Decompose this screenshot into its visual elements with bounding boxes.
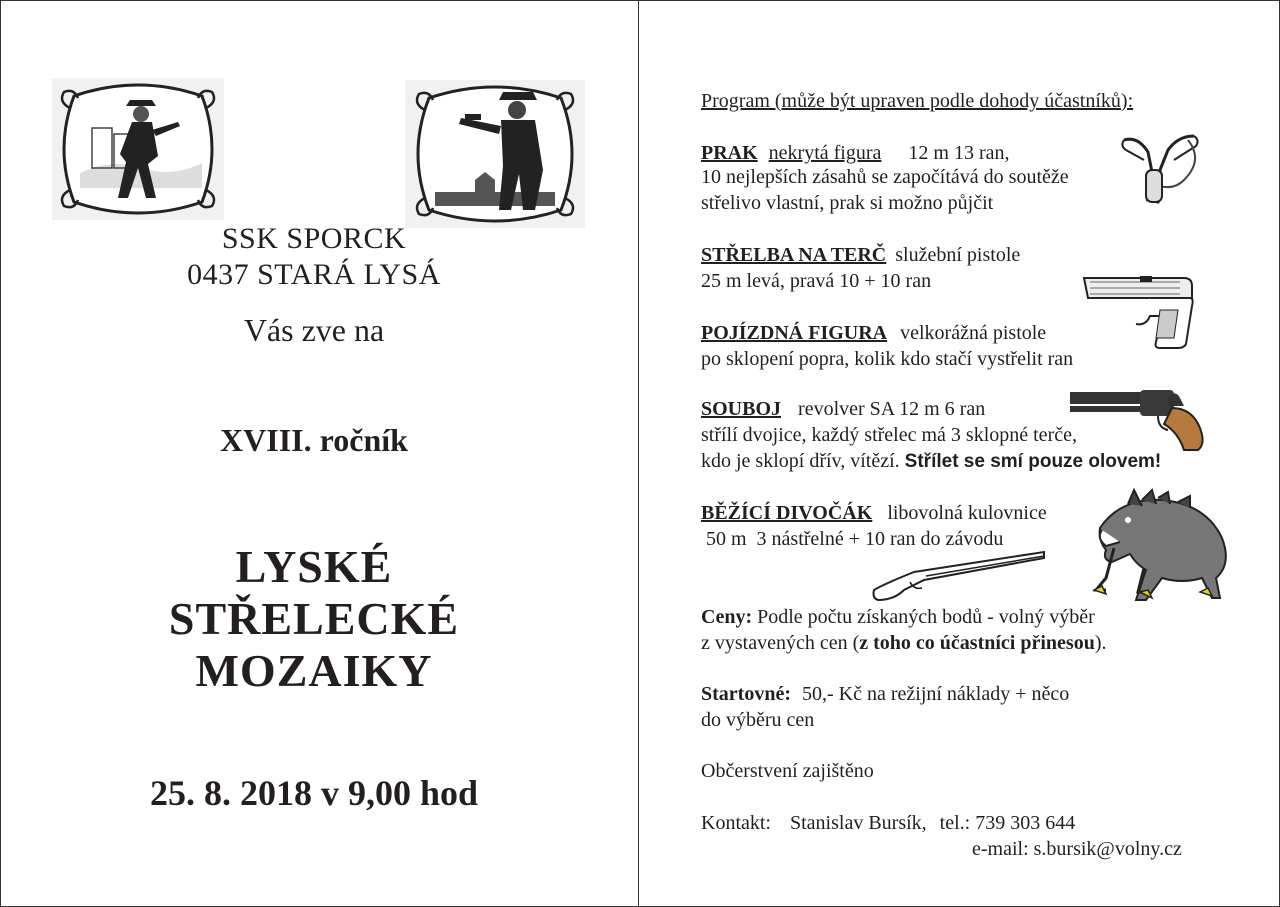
cowboy-badge-left (52, 78, 224, 220)
slingshot-icon (1118, 126, 1204, 208)
edition-text: XVIII. ročník (220, 422, 408, 458)
boar-icon (1088, 488, 1238, 606)
ceny-text-2b: z toho co účastníci přinesou (859, 632, 1095, 654)
divocak-line-2: 50 m 3 nástřelné + 10 ran do závodu (701, 528, 1004, 550)
cowboy-badge-right (405, 80, 585, 228)
ceny-text-1: Podle počtu získaných bodů - volný výběr (757, 606, 1095, 628)
kontakt-phone: tel.: 739 303 644 (939, 812, 1076, 834)
divocak-line-1 (701, 502, 1047, 525)
ceny-line-1 (701, 606, 1095, 629)
prak-line-2: 10 nejlepších zásahů se započítává do soutěže (701, 166, 1069, 188)
title-line-1: LYSKÉ (235, 541, 393, 592)
pistol-icon (1080, 268, 1200, 350)
fold-line (638, 0, 639, 907)
prak-detail: nekrytá figura (768, 142, 882, 164)
startovne-line-1 (701, 683, 1069, 706)
prak-name: PRAK (701, 142, 758, 164)
pojizdna-name: POJÍZDNÁ FIGURA (701, 322, 888, 344)
program-heading: Program (může být upraven podle dohody účastníků): (701, 90, 1134, 112)
kontakt-line-1 (701, 812, 1075, 835)
obcerstveni-text: Občerstvení zajištěno (701, 760, 874, 782)
ceny-text-2c: ). (1094, 632, 1107, 654)
title-line-3: MOZAIKY (195, 645, 433, 696)
souboj-line-3 (701, 450, 1161, 473)
invite-text: Vás zve na (243, 312, 385, 348)
souboj-warning: Střílet se smí pouze olovem! (904, 451, 1162, 472)
strelba-name: STŘELBA NA TERČ (701, 244, 887, 266)
pojizdna-line-1 (701, 322, 1046, 345)
prak-line-1 (701, 142, 1010, 165)
strelba-line-1 (701, 244, 1020, 267)
program-page (640, 0, 1278, 907)
startovne-label: Startovné: (701, 683, 791, 705)
souboj-name: SOUBOJ (701, 398, 782, 420)
startovne-text-1: 50,- Kč na režijní náklady + něco (801, 683, 1070, 705)
ceny-label: Ceny: (701, 606, 753, 628)
club-number: 0437 STARÁ LYSÁ (187, 258, 441, 291)
revolver-icon (1068, 388, 1210, 452)
strelba-line-2: 25 m levá, pravá 10 + 10 ran (701, 270, 932, 292)
prak-line-3: střelivo vlastní, prak si možno půjčit (701, 192, 994, 214)
ceny-text-2a: z vystavených cen ( (701, 632, 860, 654)
prak-distance: 12 m 13 ran, (908, 142, 1010, 164)
club-name: SSK SPORCK (221, 222, 407, 255)
title-line-2: STŘELECKÉ (168, 593, 460, 644)
pojizdna-detail: velkorážná pistole (900, 322, 1047, 344)
event-date: 25. 8. 2018 v 9,00 hod (149, 773, 479, 813)
rifle-icon (870, 546, 1050, 602)
ceny-line-2 (701, 632, 1107, 655)
souboj-line-1 (701, 398, 985, 421)
kontakt-label: Kontakt: (701, 812, 771, 834)
souboj-detail: revolver SA 12 m 6 ran (798, 398, 986, 420)
kontakt-name: Stanislav Bursík, (790, 812, 927, 834)
invitation-cover (0, 0, 638, 907)
divocak-name: BĚŽÍCÍ DIVOČÁK (701, 502, 873, 524)
souboj-rule: kdo je sklopí dřív, vítězí. (701, 450, 900, 472)
divocak-detail: libovolná kulovnice (887, 502, 1047, 524)
souboj-line-2: střílí dvojice, každý střelec má 3 sklopné terče, (701, 424, 1077, 446)
kontakt-email: e-mail: s.bursik@volny.cz (972, 838, 1182, 860)
startovne-line-2: do výběru cen (701, 709, 815, 731)
strelba-detail: služební pistole (895, 244, 1021, 266)
pojizdna-line-2: po sklopení popra, kolik kdo stačí vystřelit ran (701, 348, 1074, 370)
